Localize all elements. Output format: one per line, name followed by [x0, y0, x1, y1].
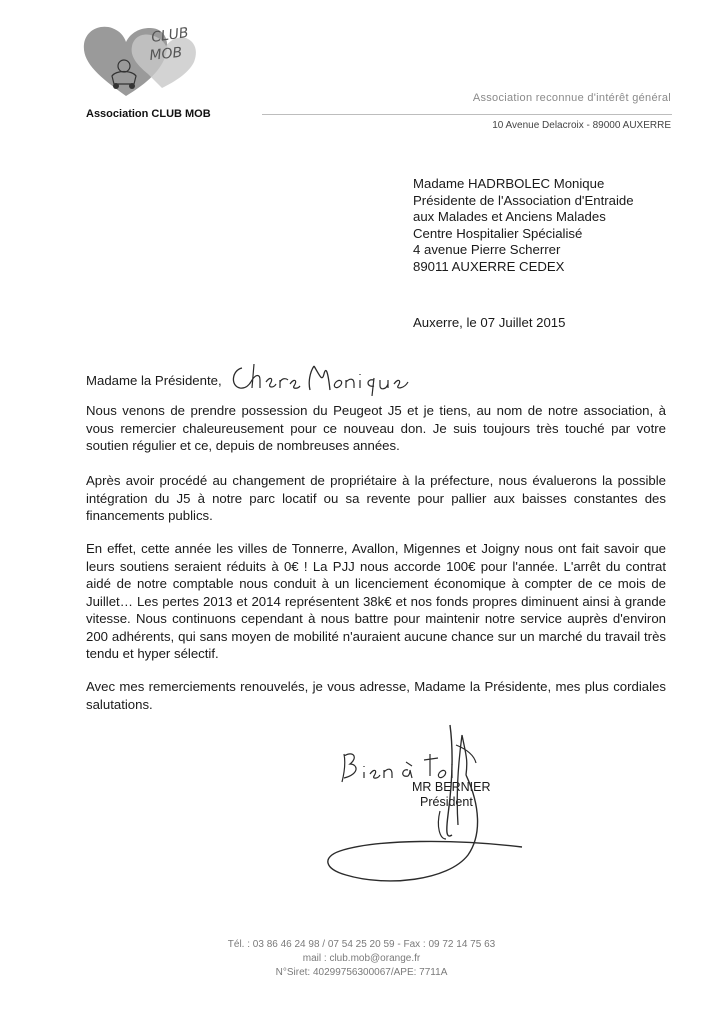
handwritten-greeting — [228, 356, 418, 396]
recipient-institution: Centre Hospitalier Spécialisé — [413, 225, 583, 241]
footer-mail: mail : club.mob@orange.fr — [302, 953, 421, 964]
footer-phones: Tél. : 03 86 46 24 98 / 07 54 25 20 59 - Fax : 09 72 14 75 63 — [227, 939, 496, 950]
recipient-street: 4 avenue Pierre Scherrer — [413, 242, 561, 257]
signer-name: MR BERNIER — [412, 780, 491, 794]
svg-text:CLUB: CLUB — [150, 24, 190, 46]
letter-date: Auxerre, le 07 Juillet 2015 — [413, 315, 566, 330]
recipient-block — [413, 176, 634, 275]
body-paragraph-closing: Avec mes remerciements renouvelés, je vous adresse, Madame la Présidente, mes plus cordiales salutations. — [86, 679, 666, 712]
footer — [0, 938, 723, 980]
signature — [316, 715, 526, 895]
body-paragraph-2: Après avoir procédé au changement de propriétaire à la préfecture, nous évaluerons la possible intégration du J5 à notre parc locatif ou sa revente pour pallier aux baisses constantes des financements publics. — [86, 473, 666, 523]
body-paragraph-3: En effet, cette année les villes de Tonnerre, Avallon, Migennes et Joigny nous ont fait savoir que leurs soutiens seraient réduits à 0€ ! La PJJ nous accorde 100€ pour l'année. L'arrêt du contrat aidé de notre comptable nous conduit à un licenciement économique à compter de ce mois de Juillet… Les pertes 2013 et 2014 représentent 38k€ et nos fonds propres diminuent ainsi à grande vitesse. Nous continuons cependant à nous battre pour maintenir notre service auprès d'environ 200 adhérents, qui sans moyen de mobilité n'auraient aucune chance sur un marché du travail très tendu et hyper sélectif. — [86, 541, 666, 661]
svg-text:MOB: MOB — [148, 44, 183, 64]
signer-title: Président — [420, 795, 473, 809]
association-address: 10 Avenue Delacroix - 89000 AUXERRE — [492, 120, 671, 131]
association-name: Association CLUB MOB — [86, 108, 211, 120]
salutation: Madame la Présidente, — [86, 373, 222, 388]
header-divider — [262, 114, 672, 115]
recipient-organization: aux Malades et Anciens Malades — [413, 209, 606, 224]
footer-siret: N°Siret: 40299756300067/APE: 7711A — [275, 967, 448, 978]
club-mob-logo — [78, 14, 208, 104]
recipient-city: 89011 AUXERRE CEDEX — [413, 258, 565, 274]
body-paragraph-1: Nous venons de prendre possession du Peugeot J5 et je tiens, au nom de notre association, à vous remercier chaleureusement pour ce nouveau don. Je suis toujours très touché par votre soutien régulier et ce, depuis de nombreuses années. — [86, 403, 666, 453]
recipient-title: Présidente de l'Association d'Entraide — [413, 192, 634, 208]
recipient-name: Madame HADRBOLEC Monique — [413, 176, 605, 191]
recognition-statement: Association reconnue d'intérêt général — [472, 92, 671, 104]
